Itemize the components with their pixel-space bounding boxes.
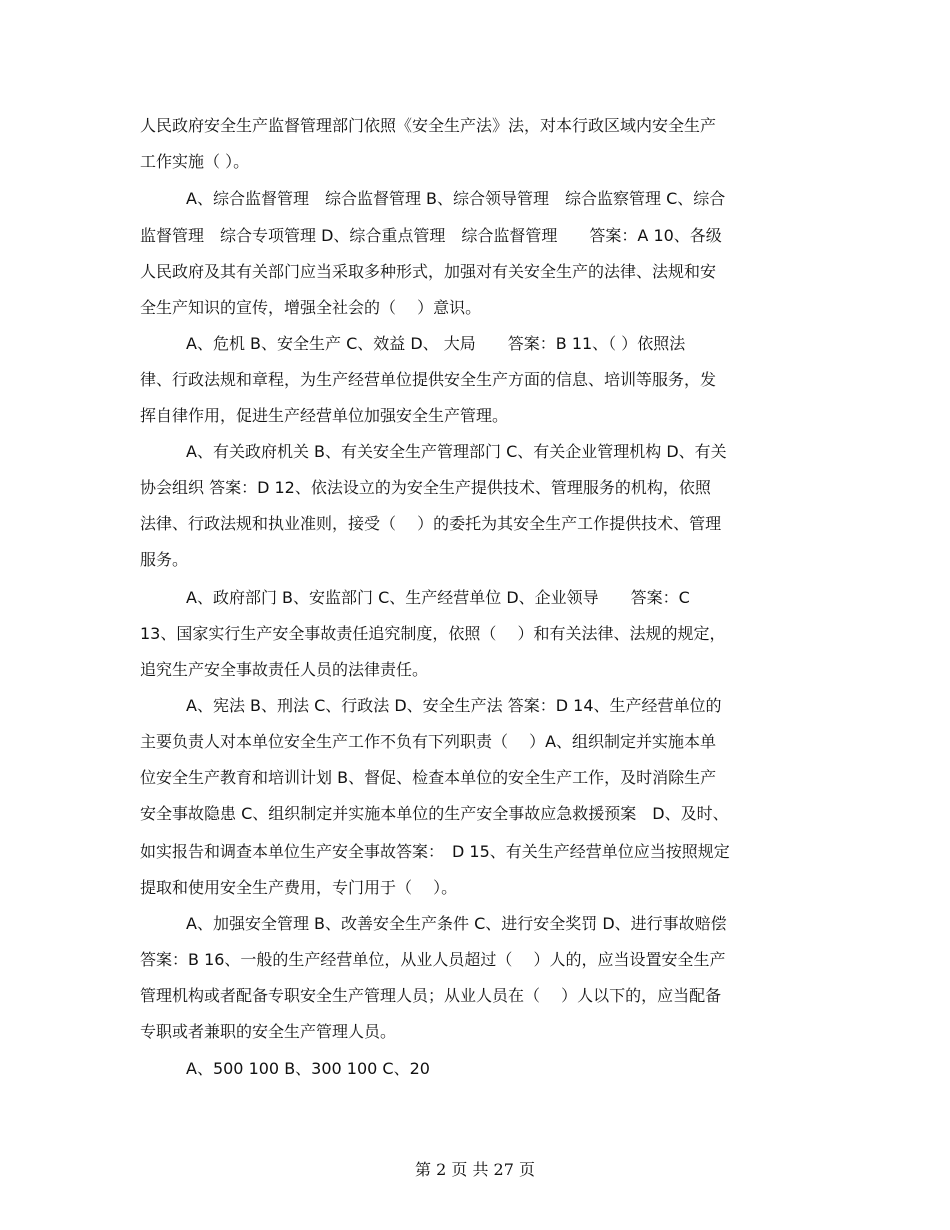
text-line: 协会组织 答案：D 12、依法设立的为安全生产提供技术、管理服务的机构，依照 xyxy=(140,478,711,497)
page-number-footer: 第 2 页 共 27 页 xyxy=(415,1160,535,1179)
text-line: 人民政府及其有关部门应当采取多种形式，加强对有关安全生产的法律、法规和安 xyxy=(140,262,717,281)
text-line: 答案：B 16、一般的生产经营单位，从业人员超过（ ）人的，应当设置安全生产 xyxy=(140,950,726,969)
text-line: 管理机构或者配备专职安全生产管理人员；从业人员在（ ）人以下的，应当配备 xyxy=(140,986,722,1005)
text-line: A、宪法 B、刑法 C、行政法 D、安全生产法 答案：D 14、生产经营单位的 xyxy=(186,696,722,715)
text-line: 挥自律作用，促进生产经营单位加强安全生产管理。 xyxy=(140,406,509,425)
text-line: 人民政府安全生产监督管理部门依照《安全生产法》法，对本行政区域内安全生产 xyxy=(140,116,717,135)
text-line: 安全事故隐患 C、组织制定并实施本单位的生产安全事故应急救援预案 D、及时、 xyxy=(140,804,729,823)
text-line: 13、国家实行生产安全事故责任追究制度，依照（ ）和有关法律、法规的规定， xyxy=(140,624,726,643)
text-line: 法律、行政法规和执业准则，接受（ ）的委托为其安全生产工作提供技术、管理 xyxy=(140,514,722,533)
text-line: 追究生产安全事故责任人员的法律责任。 xyxy=(140,660,429,679)
text-line: A、加强安全管理 B、改善安全生产条件 C、进行安全奖罚 D、进行事故赔偿 xyxy=(186,914,727,933)
text-line: A、综合监督管理 综合监督管理 B、综合领导管理 综合监察管理 C、综合 xyxy=(186,189,726,208)
text-line: 工作实施（ ）。 xyxy=(140,152,250,171)
text-line: 主要负责人对本单位安全生产工作不负有下列职责（ ）A、组织制定并实施本单 xyxy=(140,732,717,751)
text-line: 如实报告和调查本单位生产安全事故答案： D 15、有关生产经营单位应当按照规定 xyxy=(140,842,730,861)
text-line: 提取和使用安全生产费用，专门用于（ ）。 xyxy=(140,878,458,897)
text-line: 律、行政法规和章程，为生产经营单位提供安全生产方面的信息、培训等服务，发 xyxy=(140,370,717,389)
text-line: 位安全生产教育和培训计划 B、督促、检查本单位的安全生产工作，及时消除生产 xyxy=(140,768,717,787)
text-line: A、危机 B、安全生产 C、效益 D、 大局 答案：B 11、（ ）依照法 xyxy=(186,334,686,353)
text-line: 监督管理 综合专项管理 D、综合重点管理 综合监督管理 答案：A 10、各级 xyxy=(140,226,722,245)
text-line: 服务。 xyxy=(140,550,189,569)
text-line: 全生产知识的宣传，增强全社会的（ ）意识。 xyxy=(140,298,482,317)
text-line: 专职或者兼职的安全生产管理人员。 xyxy=(140,1022,397,1041)
text-line: A、500 100 B、300 100 C、20 xyxy=(186,1059,430,1078)
text-line: A、政府部门 B、安监部门 C、生产经营单位 D、企业领导 答案：C xyxy=(186,588,690,607)
text-line: A、有关政府机关 B、有关安全生产管理部门 C、有关企业管理机构 D、有关 xyxy=(186,442,727,461)
